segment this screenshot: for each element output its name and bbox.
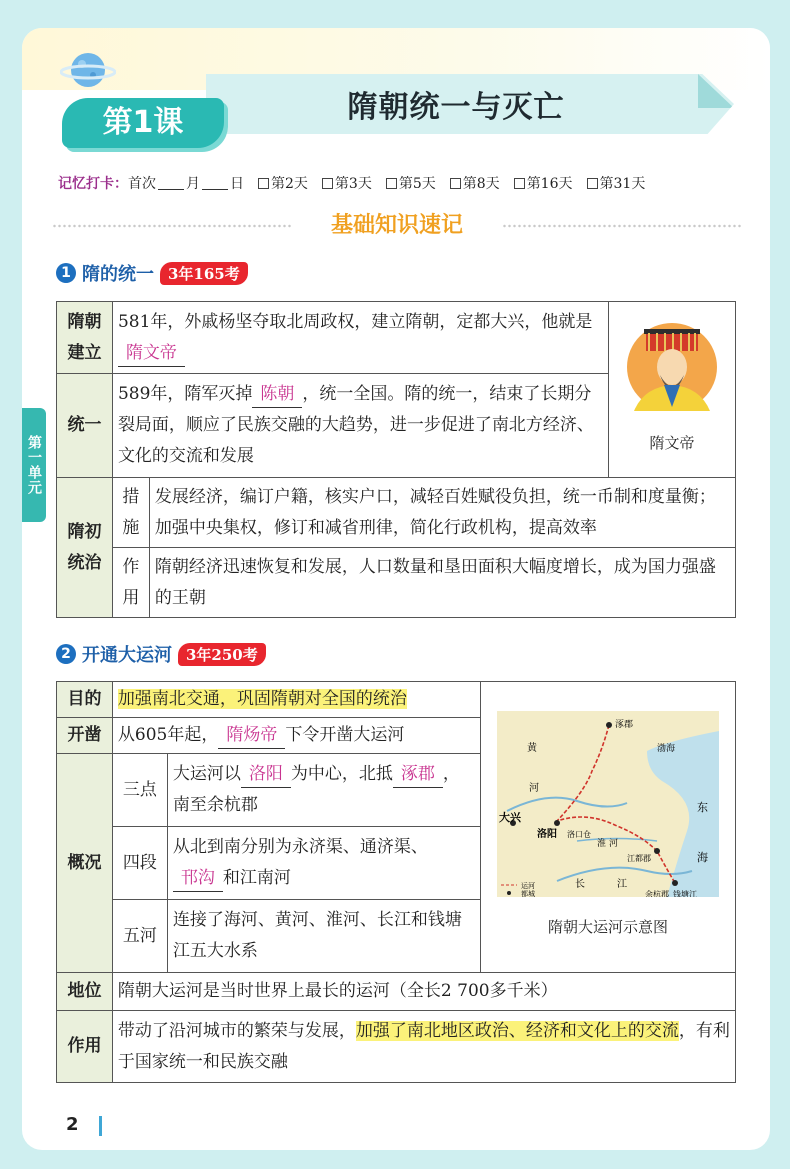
row-head-dig: 开凿 xyxy=(57,718,113,754)
checkin-day-4[interactable]: 第8天 xyxy=(450,173,500,193)
five-rivers-content: 连接了海河、黄河、淮河、长江和钱塘江五大水系 xyxy=(167,900,480,973)
checkin-day-3[interactable]: 第5天 xyxy=(386,173,436,193)
row-head-role: 作用 xyxy=(57,1011,113,1083)
svg-text:东: 东 xyxy=(697,801,709,814)
section-heading xyxy=(52,208,742,242)
row-head-purpose: 目的 xyxy=(57,682,113,718)
portrait-caption: 隋文帝 xyxy=(649,433,695,452)
checkin-day-2[interactable]: 第3天 xyxy=(322,173,372,193)
unit-side-tab: 第一单元 xyxy=(22,408,46,522)
checkin-day-6[interactable]: 第31天 xyxy=(587,173,646,193)
row-head-establish: 隋朝建立 xyxy=(57,302,113,374)
svg-text:黄: 黄 xyxy=(527,743,538,754)
svg-text:余杭郡: 余杭郡 xyxy=(645,890,670,897)
day-label: 日 xyxy=(230,176,244,192)
section-title: 基础知识速记 xyxy=(330,213,463,238)
first-time-label: 首次 xyxy=(128,176,156,192)
row-head-governance: 隋初统治 xyxy=(57,478,113,618)
month-blank[interactable] xyxy=(158,176,184,190)
checkin-day-1[interactable]: 第2天 xyxy=(258,173,308,193)
part2-heading xyxy=(56,641,266,667)
svg-text:洛阳: 洛阳 xyxy=(537,829,558,840)
memory-checkin xyxy=(58,172,748,194)
map-caption: 隋朝大运河示意图 xyxy=(548,918,669,936)
svg-text:运河: 运河 xyxy=(521,882,536,890)
svg-text:长: 长 xyxy=(575,879,586,890)
svg-text:河: 河 xyxy=(609,839,619,849)
three-points-label: 三点 xyxy=(112,754,167,827)
purpose-text: 加强南北交通，巩固隋朝对全国的统治 xyxy=(112,682,480,718)
lesson-tag: 第1课 xyxy=(62,98,224,148)
part1-number: 1 xyxy=(56,263,76,283)
grand-canal-map xyxy=(497,711,719,897)
checkin-day-5[interactable]: 第16天 xyxy=(514,173,573,193)
measure-text: 发展经济，编订户籍，核实户口，减轻百姓赋役负担，统一币制和度量衡；加强中央集权，修订和减省刑律，简化行政机构，提高效率 xyxy=(149,478,735,548)
sui-unification-table xyxy=(56,301,736,618)
svg-text:涿郡: 涿郡 xyxy=(615,720,634,730)
four-sections-content: 从北到南分别为永济渠、通济渠、邗沟 和江南河 xyxy=(167,827,480,900)
canal-map-cell xyxy=(481,682,736,973)
grand-canal-table xyxy=(56,681,736,1083)
page-number: 2 xyxy=(66,1114,79,1135)
row-head-overview: 概况 xyxy=(57,754,113,973)
effect-text: 隋朝经济迅速恢复和发展，人口数量和垦田面积大幅度增长，成为国力强盛的王朝 xyxy=(149,548,735,618)
page xyxy=(22,28,770,1150)
measure-label: 措施 xyxy=(112,478,149,548)
day-blank[interactable] xyxy=(202,176,228,190)
svg-text:海: 海 xyxy=(697,851,709,864)
svg-text:河: 河 xyxy=(529,783,540,794)
unify-content: 589年，隋军灭掉 陈朝 ，统一全国。隋的统一，结束了长期分裂局面，顺应了民族交融的大趋势，进一步促进了南北方经济、文化的交流和发展 xyxy=(112,374,608,478)
part1-badge: 3年165考 xyxy=(160,262,248,285)
three-points-content: 大运河以 洛阳 为中心，北抵 涿郡 ，南至余杭郡 xyxy=(167,754,480,827)
five-rivers-label: 五河 xyxy=(112,900,167,973)
four-sections-label: 四段 xyxy=(112,827,167,900)
establish-content: 581年，外戚杨坚夺取北周政权，建立隋朝，定都大兴，他就是隋文帝 xyxy=(112,302,608,374)
role-content: 带动了沿河城市的繁荣与发展，加强了南北地区政治、经济和文化上的交流，有利于国家统一和民族交融 xyxy=(112,1011,735,1083)
row-head-unify: 统一 xyxy=(57,374,113,478)
portrait-cell xyxy=(609,302,736,478)
part2-badge: 3年250考 xyxy=(178,643,266,666)
answer-chen-dynasty: 陈朝 xyxy=(252,381,302,408)
lesson-title: 隋朝统一与灭亡 xyxy=(347,90,565,125)
planet-icon xyxy=(60,42,116,98)
answer-zhuojun: 涿郡 xyxy=(393,761,443,788)
part1-title: 隋的统一 xyxy=(82,264,154,285)
answer-sui-yangdi: 隋炀帝 xyxy=(218,722,285,749)
svg-text:江: 江 xyxy=(617,879,628,890)
part1-heading xyxy=(56,260,248,286)
answer-hangou: 邗沟 xyxy=(173,865,223,892)
page-number-bar xyxy=(99,1116,102,1136)
svg-text:洛口仓: 洛口仓 xyxy=(567,830,592,839)
emperor-portrait xyxy=(624,321,720,413)
status-text: 隋朝大运河是当时世界上最长的运河（全长2 700多千米） xyxy=(112,973,735,1011)
dig-content: 从605年起， 隋炀帝 下令开凿大运河 xyxy=(112,718,480,754)
svg-text:淮: 淮 xyxy=(597,839,607,849)
answer-luoyang: 洛阳 xyxy=(241,761,291,788)
row-head-status: 地位 xyxy=(57,973,113,1011)
svg-text:大兴: 大兴 xyxy=(499,811,522,824)
checkin-label: 记忆打卡： xyxy=(58,176,128,192)
answer-sui-wendi: 隋文帝 xyxy=(118,340,185,367)
part2-title: 开通大运河 xyxy=(82,645,172,666)
svg-text:都城: 都城 xyxy=(521,890,536,897)
svg-text:钱塘江: 钱塘江 xyxy=(673,890,698,897)
effect-label: 作用 xyxy=(112,548,149,618)
svg-text:江都郡: 江都郡 xyxy=(627,854,652,863)
svg-text:渤海: 渤海 xyxy=(657,744,676,754)
month-label: 月 xyxy=(186,176,200,192)
part2-number: 2 xyxy=(56,644,76,664)
